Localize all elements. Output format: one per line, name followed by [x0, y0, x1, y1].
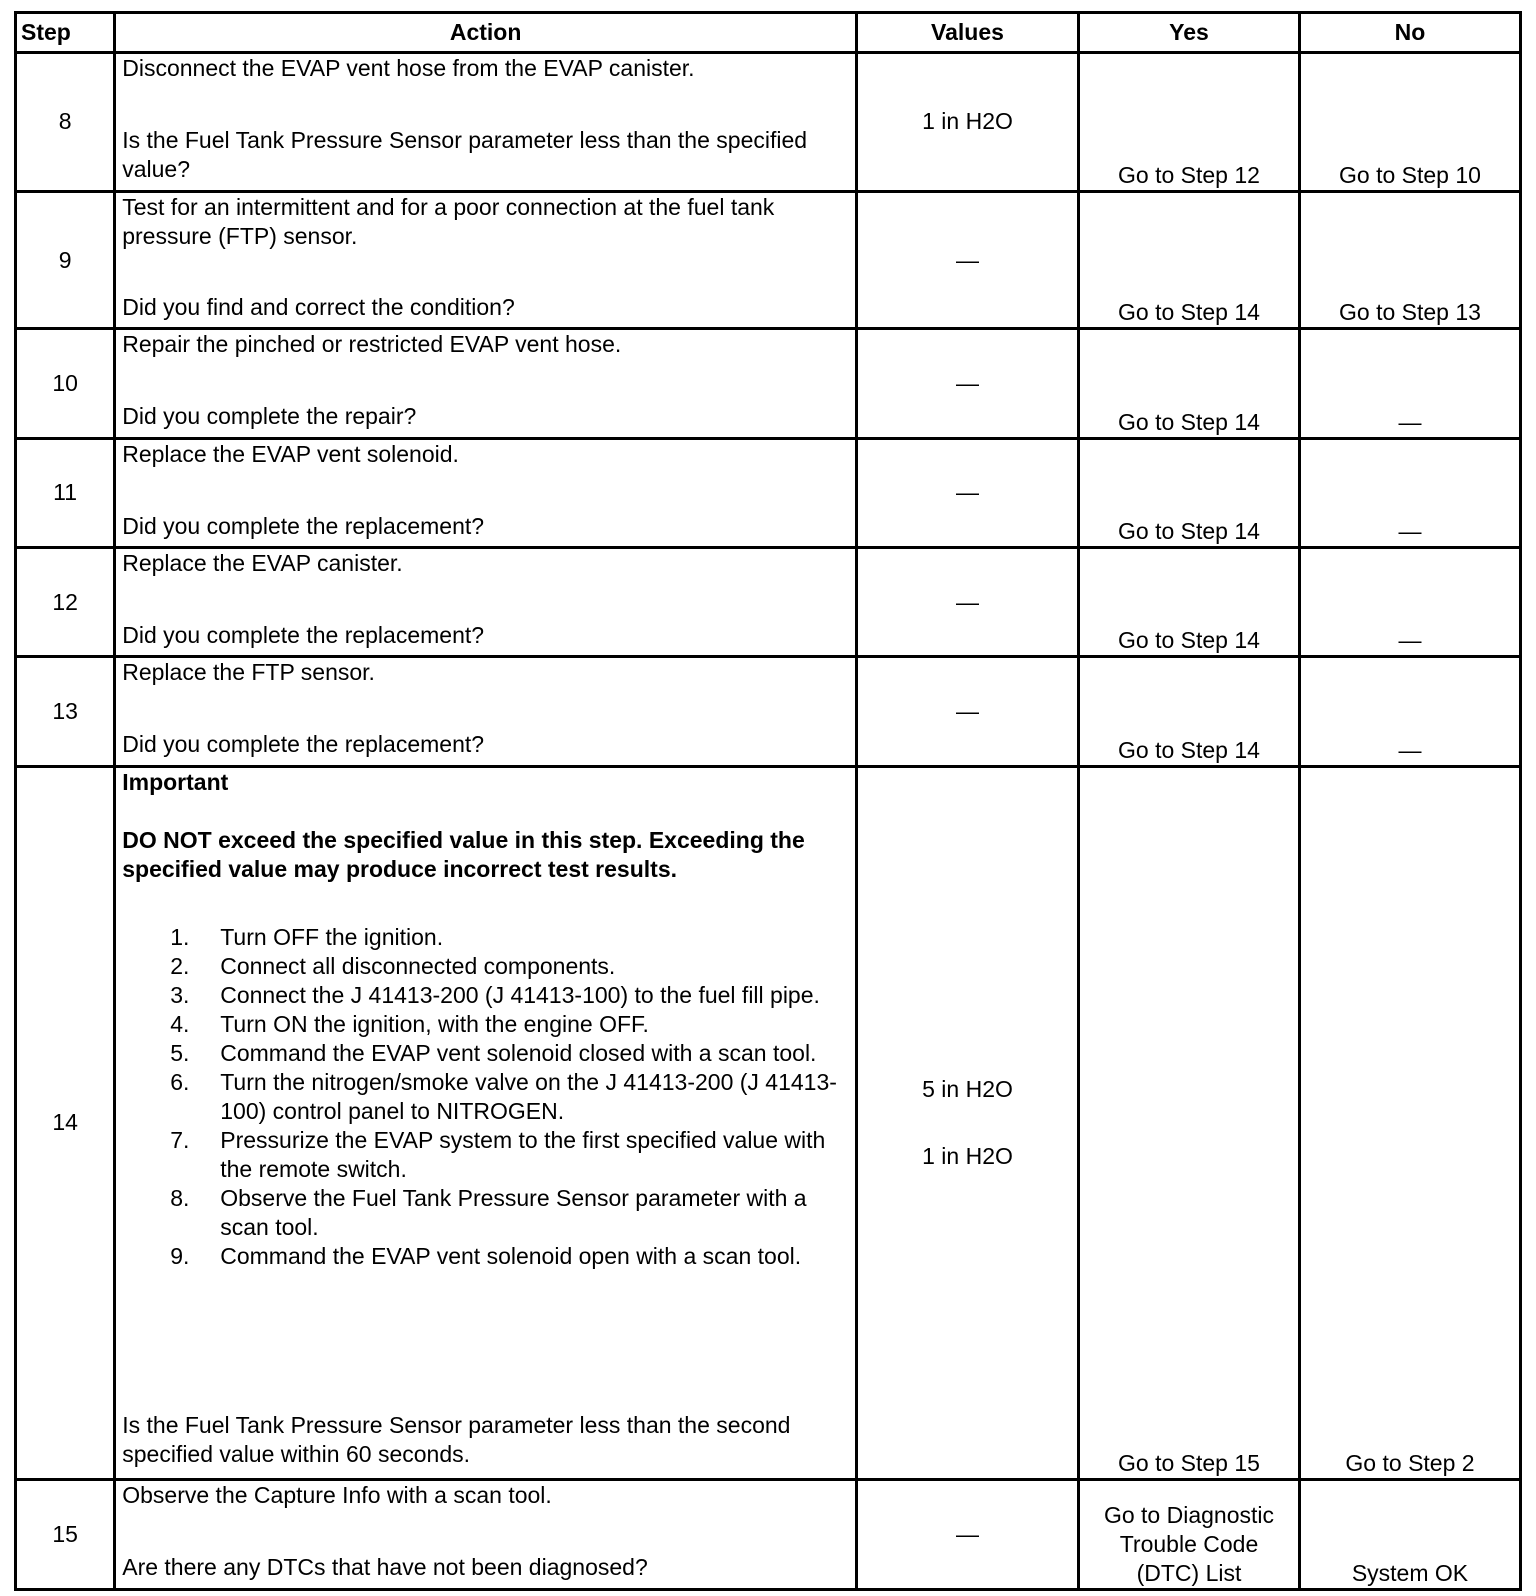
value-cell: —: [856, 438, 1078, 547]
step-number: 8: [16, 53, 115, 192]
no-value: —: [1299, 329, 1520, 438]
action-cell: [115, 329, 857, 438]
step-number: 10: [16, 329, 115, 438]
step-number: 13: [16, 657, 115, 766]
no-value: —: [1299, 438, 1520, 547]
important-text: DO NOT exceed the specified value in this step. Exceeding the specified value may produce incorrect test results.: [122, 826, 805, 882]
table-row: [16, 438, 1521, 547]
value-cell: —: [856, 191, 1078, 329]
action-cell: [115, 766, 857, 1479]
value-cell: —: [856, 657, 1078, 766]
first-specified-value: 5 in H2O: [922, 1075, 1013, 1102]
procedure-step: Connect the J 41413-200 (J 41413-100) to the fuel fill pipe.: [220, 981, 820, 1008]
no-value: —: [1299, 657, 1520, 766]
yes-link[interactable]: Go to Step 14: [1079, 191, 1300, 329]
value-cell: —: [856, 548, 1078, 657]
action-text: Disconnect the EVAP vent hose from the EVAP canister.: [122, 55, 695, 81]
table-row: [16, 657, 1521, 766]
table-row: [16, 53, 1521, 192]
yes-link[interactable]: Go to Step 14: [1079, 438, 1300, 547]
action-question: Is the Fuel Tank Pressure Sensor parameter less than the specified value?: [122, 127, 808, 182]
action-question: Did you complete the replacement?: [122, 512, 485, 539]
no-link[interactable]: Go to Step 2: [1299, 766, 1520, 1479]
no-link[interactable]: Go to Step 10: [1299, 53, 1520, 192]
step-number: 14: [16, 766, 115, 1479]
value-cell: 1 in H2O: [856, 53, 1078, 192]
yes-link[interactable]: Go to Diagnostic Trouble Code (DTC) List: [1079, 1479, 1300, 1589]
action-question: Did you complete the replacement?: [122, 731, 485, 758]
value-cell: [856, 766, 1078, 1479]
no-value: System OK: [1299, 1479, 1520, 1589]
action-cell: [115, 548, 857, 657]
action-cell: [115, 1479, 857, 1589]
procedure-step: Turn the nitrogen/smoke valve on the J 41413-200 (J 41413-100) control panel to NITROGEN.: [220, 1068, 837, 1124]
yes-link[interactable]: Go to Step 12: [1079, 53, 1300, 192]
action-text: Replace the EVAP vent solenoid.: [122, 440, 459, 467]
action-cell: [115, 438, 857, 547]
action-cell: [115, 657, 857, 766]
header-no: No: [1299, 13, 1520, 53]
header-step: Step: [16, 13, 115, 53]
table-row: [16, 329, 1521, 438]
action-question: Is the Fuel Tank Pressure Sensor parameter less than the second specified value within 60 seconds.: [122, 1411, 791, 1467]
diagnostic-table: [14, 11, 1522, 1591]
action-text: Replace the FTP sensor.: [122, 659, 375, 686]
procedure-step: Observe the Fuel Tank Pressure Sensor parameter with a scan tool.: [220, 1184, 807, 1240]
procedure-step: Turn ON the ignition, with the engine OFF.: [220, 1010, 649, 1037]
yes-link[interactable]: Go to Step 14: [1079, 657, 1300, 766]
procedure-step: Command the EVAP vent solenoid open with a scan tool.: [220, 1242, 802, 1269]
action-question: Did you complete the repair?: [122, 403, 417, 430]
action-text: Repair the pinched or restricted EVAP vent hose.: [122, 331, 622, 358]
yes-link[interactable]: Go to Step 15: [1079, 766, 1300, 1479]
yes-link[interactable]: Go to Step 14: [1079, 329, 1300, 438]
header-yes: Yes: [1079, 13, 1300, 53]
action-cell: [115, 191, 857, 329]
step-number: 12: [16, 548, 115, 657]
action-text: Replace the EVAP canister.: [122, 550, 403, 577]
header-row: [16, 13, 1521, 53]
procedure-step: Pressurize the EVAP system to the first specified value with the remote switch.: [220, 1126, 826, 1182]
step-number: 15: [16, 1479, 115, 1589]
procedure-step: Connect all disconnected components.: [220, 952, 616, 979]
table-row: [16, 548, 1521, 657]
step-number: 9: [16, 191, 115, 329]
no-link[interactable]: Go to Step 13: [1299, 191, 1520, 329]
procedure-step: Turn OFF the ignition.: [220, 923, 444, 950]
header-action: Action: [115, 13, 857, 53]
table-row: [16, 191, 1521, 329]
action-text: Test for an intermittent and for a poor connection at the fuel tank pressure (FTP) sensor.: [122, 193, 775, 249]
procedure-step: Command the EVAP vent solenoid closed with a scan tool.: [220, 1039, 817, 1066]
no-value: —: [1299, 548, 1520, 657]
yes-link[interactable]: Go to Step 14: [1079, 548, 1300, 657]
action-text: Observe the Capture Info with a scan tool.: [122, 1481, 552, 1508]
value-cell: —: [856, 1479, 1078, 1589]
action-question: Did you find and correct the condition?: [122, 293, 515, 320]
action-question: Did you complete the replacement?: [122, 622, 485, 649]
action-question: Are there any DTCs that have not been diagnosed?: [122, 1553, 648, 1580]
table-row: [16, 1479, 1521, 1589]
important-title: Important: [122, 768, 229, 795]
action-cell: [115, 53, 857, 192]
procedure-list: [122, 923, 849, 1271]
table-row: [16, 766, 1521, 1479]
step-number: 11: [16, 438, 115, 547]
value-cell: —: [856, 329, 1078, 438]
second-specified-value: 1 in H2O: [922, 1142, 1013, 1169]
header-values: Values: [856, 13, 1078, 53]
